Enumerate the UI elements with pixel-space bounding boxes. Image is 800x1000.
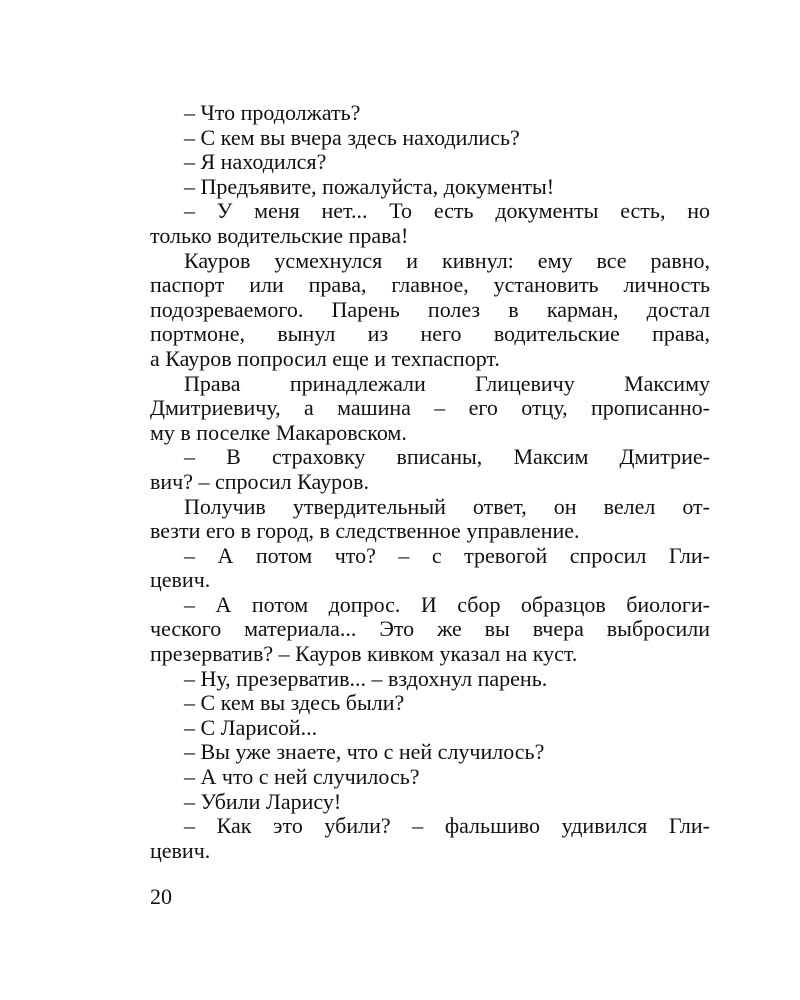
text-line: ческого материала... Это же вы вчера выбросили [150, 616, 710, 642]
text-line: – Вы уже знаете, что с ней случилось? [184, 739, 545, 765]
text-line: – С кем вы здесь были? [184, 690, 405, 716]
text-line: Дмитриевичу, а машина – его отцу, прописанно- [150, 395, 710, 421]
text-line: – Убили Ларису! [184, 788, 342, 814]
text-line: – С кем вы вчера здесь находились? [184, 124, 520, 150]
page-text [150, 101, 710, 863]
text-line: – Я находился? [184, 149, 327, 175]
text-line: паспорт или права, главное, установить личность [150, 272, 710, 298]
text-line: – Предъявите, пожалуйста, документы! [184, 173, 555, 199]
text-line: Права принадлежали Глицевичу Максиму [184, 370, 710, 396]
text-line: – С Ларисой... [184, 714, 318, 740]
text-line: – А что с ней случилось? [184, 764, 420, 790]
text-line: Кауров усмехнулся и кивнул: ему все равно, [184, 247, 710, 273]
text-line: только водительские права! [150, 222, 409, 248]
text-line: – Что продолжать? [184, 100, 361, 125]
text-line: – У меня нет... То есть документы есть, но [184, 198, 710, 224]
text-line: везти его в город, в следственное управление. [150, 518, 580, 544]
text-line: – А потом что? – с тревогой спросил Гли- [184, 542, 710, 568]
text-line: а Кауров попросил еще и техпаспорт. [150, 345, 500, 371]
text-line: цевич. [150, 837, 211, 863]
text-line: портмоне, вынул из него водительские права, [150, 321, 710, 347]
text-line: вич? – спросил Кауров. [150, 468, 370, 494]
text-line: – А потом допрос. И сбор образцов биологи- [184, 591, 710, 617]
text-line: Получив утвердительный ответ, он велел от- [184, 493, 710, 519]
text-line: му в поселке Макаровском. [150, 419, 407, 445]
text-line: – Как это убили? – фальшиво удивился Гли- [184, 813, 710, 839]
text-line: презерватив? – Кауров кивком указал на куст. [150, 641, 578, 667]
text-line: – В страховку вписаны, Максим Дмитрие- [184, 444, 710, 470]
text-line: подозреваемого. Парень полез в карман, достал [150, 296, 710, 322]
text-line: – Ну, презерватив... – вздохнул парень. [184, 665, 548, 691]
text-line: цевич. [150, 567, 211, 593]
page-number: 20 [150, 884, 172, 909]
